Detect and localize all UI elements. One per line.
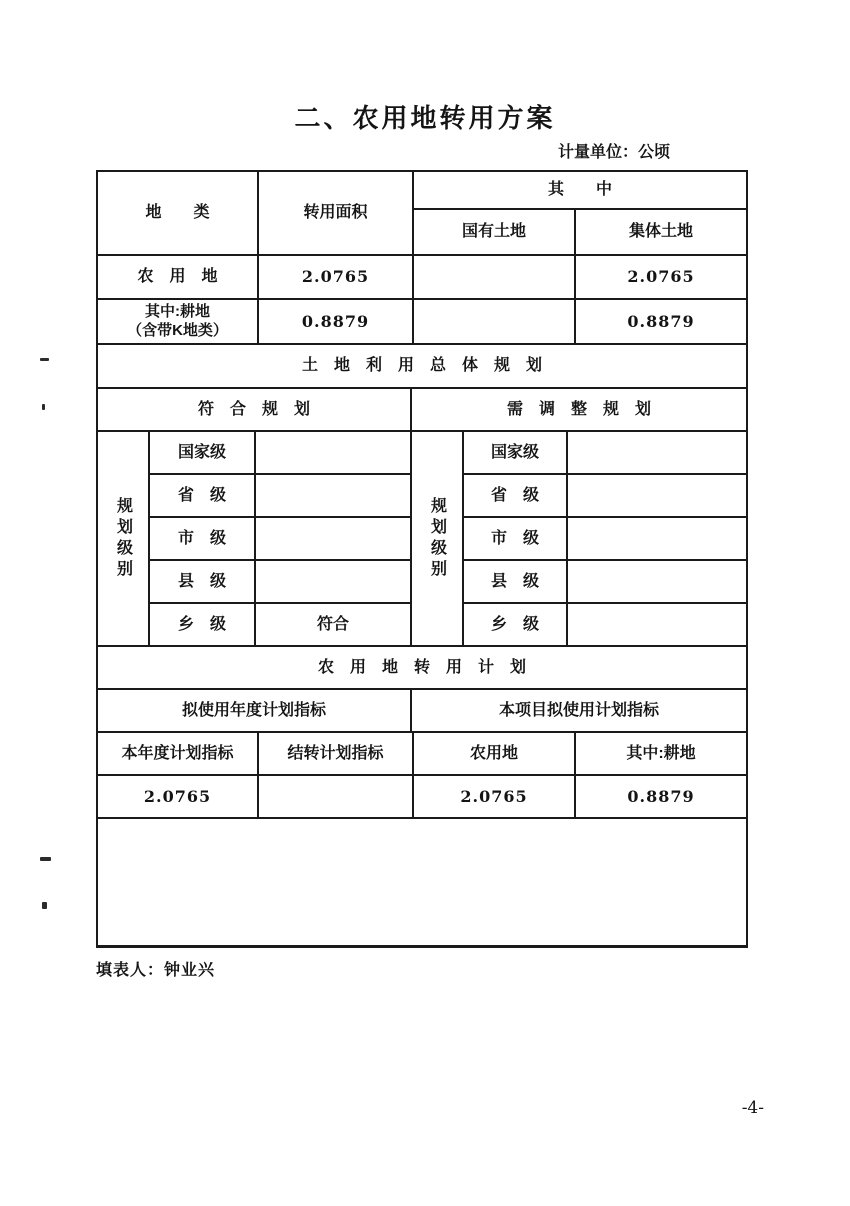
scan-artifact [42, 902, 47, 909]
comply-level-row-township [150, 604, 410, 645]
agricultural-land-value: 2.0765 [414, 776, 576, 817]
conversion-area-value: 0.8879 [259, 300, 414, 343]
level-value [568, 604, 746, 645]
header-among-which: 其 中 [414, 172, 746, 210]
level-value [568, 432, 746, 473]
project-indicator-header: 本项目拟使用计划指标 [498, 701, 659, 719]
plan-indicator-value-row [98, 776, 746, 819]
adjust-plan-header: 需 调 整 规 划 [506, 400, 651, 418]
level-value [256, 475, 410, 516]
adjust-level-row-national [464, 432, 746, 475]
level-axis-label: 规划级别 [114, 496, 132, 581]
empty-remarks-block [98, 819, 746, 945]
comply-level-row-county [150, 561, 410, 604]
comply-plan-header: 符 合 规 划 [98, 389, 412, 430]
table-header-row [98, 172, 746, 256]
level-value [568, 561, 746, 602]
plan-indicator-header-row [98, 690, 746, 733]
section-title-conversion-plan: 农 用 地 转 用 计 划 [317, 658, 526, 676]
col-header-agricultural-land: 农用地 [414, 733, 576, 774]
level-value [568, 475, 746, 516]
level-name: 省 级 [464, 475, 568, 516]
section-title-overall-plan: 土 地 利 用 总 体 规 划 [301, 357, 542, 374]
collective-value: 0.8879 [627, 311, 695, 331]
level-name: 省 级 [150, 475, 256, 516]
level-value [256, 561, 410, 602]
level-axis-label: 规划级别 [428, 496, 446, 581]
state-owned-value [414, 256, 576, 298]
preparer-name: 填表人：钟业兴 [96, 962, 216, 979]
adjust-level-row-county [464, 561, 746, 604]
level-name: 县 级 [150, 561, 256, 602]
scan-artifact [42, 404, 45, 410]
carryover-value [259, 776, 414, 817]
annual-indicator-header: 拟使用年度计划指标 [98, 690, 412, 731]
level-value [256, 432, 410, 473]
level-name: 市 级 [150, 518, 256, 559]
scan-artifact [40, 358, 49, 361]
scan-artifact [40, 857, 51, 861]
level-name: 县 级 [464, 561, 568, 602]
comply-level-row-province [150, 475, 410, 518]
header-state-owned-land: 国有土地 [414, 210, 576, 254]
adjust-level-row-province [464, 475, 746, 518]
row-label-line2: （含带K地类） [127, 321, 228, 339]
plan-indicator-subheader-row [98, 733, 746, 776]
document-title: 二、农用地转用方案 [294, 103, 556, 133]
level-name: 国家级 [464, 432, 568, 473]
col-header-cultivated-land: 其中:耕地 [626, 744, 696, 762]
current-year-value: 2.0765 [98, 776, 259, 817]
col-header-carryover: 结转计划指标 [259, 733, 414, 774]
row-label-line1: 其中:耕地 [145, 302, 210, 320]
comply-level-row-national [150, 432, 410, 475]
section-conversion-plan [98, 647, 746, 690]
adjust-level-axis [412, 432, 464, 645]
level-value: 符合 [316, 615, 349, 633]
table-row-agricultural-land [98, 256, 746, 300]
level-name: 乡 级 [464, 604, 568, 645]
collective-value: 2.0765 [627, 267, 695, 286]
land-conversion-table [96, 170, 748, 948]
state-owned-value [414, 300, 576, 343]
level-name: 乡 级 [150, 604, 256, 645]
level-name: 国家级 [150, 432, 256, 473]
plan-compliance-header-row [98, 389, 746, 432]
conversion-area-value: 2.0765 [259, 256, 414, 298]
row-label: 农 用 地 [98, 256, 259, 298]
section-overall-plan [98, 345, 746, 389]
header-collective-land: 集体土地 [628, 223, 693, 240]
adjust-level-row-township [464, 604, 746, 645]
header-among-which-group [414, 172, 746, 254]
level-value [568, 518, 746, 559]
header-land-type: 地 类 [98, 172, 259, 254]
comply-level-axis [98, 432, 150, 645]
page-number: -4- [741, 1098, 764, 1118]
header-conversion-area: 转用面积 [259, 172, 414, 254]
planning-level-grid [98, 432, 746, 647]
row-label [98, 300, 259, 343]
cultivated-land-value: 0.8879 [627, 786, 695, 806]
comply-level-grid [98, 432, 412, 645]
measurement-unit-note: 计量单位：公顷 [557, 144, 670, 161]
comply-level-row-city [150, 518, 410, 561]
col-header-current-year: 本年度计划指标 [98, 733, 259, 774]
table-row-cultivated-land [98, 300, 746, 345]
level-value [256, 518, 410, 559]
adjust-level-grid [412, 432, 746, 645]
level-name: 市 级 [464, 518, 568, 559]
adjust-level-row-city [464, 518, 746, 561]
